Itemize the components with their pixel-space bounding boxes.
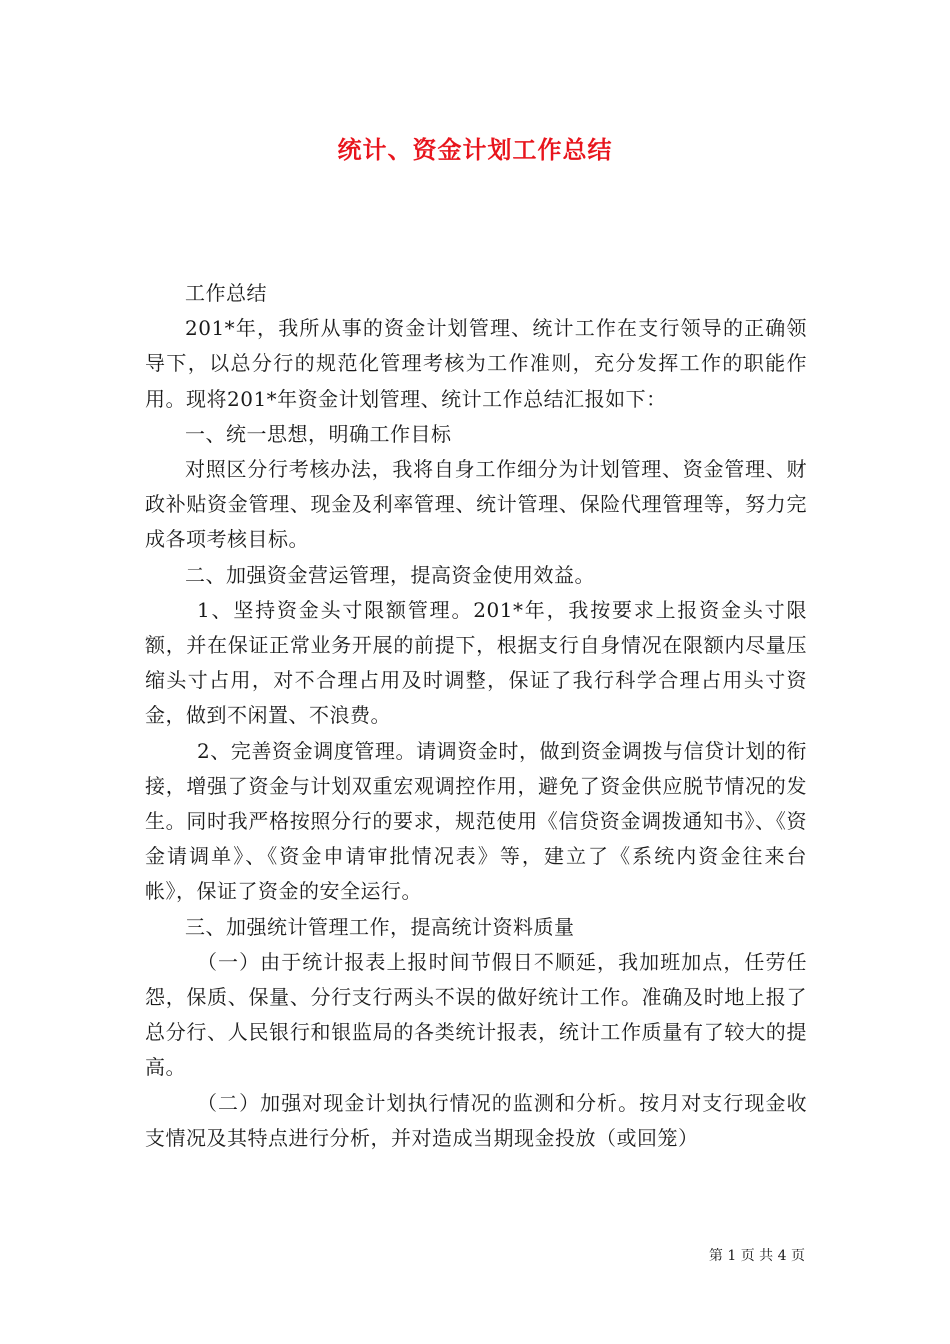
paragraph-sub-2: （二）加强对现金计划执行情况的监测和分析。按月对支行现金收支情况及其特点进行分析，并对造成当期现金投放（或回笼） <box>145 1090 807 1150</box>
section-heading-2: 二、加强资金营运管理，提高资金使用效益。 <box>185 562 595 587</box>
paragraph-item-2: 2、完善资金调度管理。请调资金时，做到资金调拨与信贷计划的衔接，增强了资金与计划双重宏观调控作用，避免了资金供应脱节情况的发生。同时我严格按照分行的要求，规范使用《信贷资金调拨通知书》、《资金请调单》、《资金申请审批情况表》等，建立了《系统内资金往来台帐》，保证了资金的安全运行。 <box>145 738 807 904</box>
paragraph-section-1: 对照区分行考核办法，我将自身工作细分为计划管理、资金管理、财政补贴资金管理、现金及利率管理、统计管理、保险代理管理等，努力完成各项考核目标。 <box>145 457 807 552</box>
page-number-footer: 第 1 页 共 4 页 <box>708 1248 805 1264</box>
paragraph-item-1: 1、坚持资金头寸限额管理。201*年，我按要求上报资金头寸限额，并在保证正常业务开展的前提下，根据支行自身情况在限额内尽量压缩头寸占用，对不合理占用及时调整，保证了我行科学合理占用头寸资金，做到不闲置、不浪费。 <box>145 597 807 728</box>
document-title: 统计、资金计划工作总结 <box>337 135 613 164</box>
paragraph-heading-summary: 工作总结 <box>185 281 267 305</box>
section-heading-3: 三、加强统计管理工作，提高统计资料质量 <box>185 914 575 939</box>
paragraph-intro: 201*年，我所从事的资金计划管理、统计工作在支行领导的正确领导下，以总分行的规范化管理考核为工作准则，充分发挥工作的职能作用。现将201*年资金计划管理、统计工作总结汇报如下： <box>145 316 807 411</box>
section-heading-1: 一、统一思想，明确工作目标 <box>185 421 452 446</box>
paragraph-sub-1: （一）由于统计报表上报时间节假日不顺延，我加班加点，任劳任怨，保质、保量、分行支行两头不误的做好统计工作。准确及时地上报了总分行、人民银行和银监局的各类统计报表，统计工作质量有了较大的提高。 <box>145 949 807 1080</box>
document-body <box>145 276 807 1156</box>
